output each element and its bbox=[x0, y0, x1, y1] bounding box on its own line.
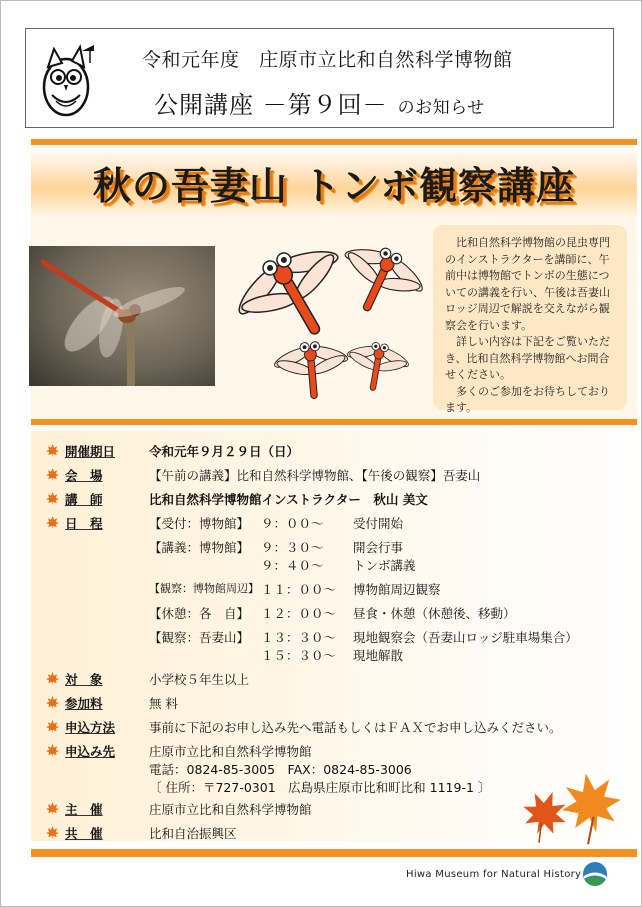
schedule-event: 博物館周辺観察 bbox=[353, 582, 441, 597]
label-fee: 参加料 bbox=[65, 696, 103, 711]
label-date: 開催期日 bbox=[65, 444, 116, 459]
dragonfly-icon bbox=[226, 228, 368, 363]
value-fee: 無 料 bbox=[149, 696, 178, 711]
intro-paragraph-3: 多くのご参加をお待ちしております。 bbox=[445, 384, 610, 414]
label-schedule: 日 程 bbox=[65, 516, 103, 531]
schedule-time: ９：４０～ bbox=[261, 558, 324, 573]
maple-leaf-icon bbox=[45, 515, 60, 530]
label-apply-to: 申込み先 bbox=[65, 744, 116, 759]
page-title: 秋の吾妻山 トンボ観察講座 bbox=[92, 164, 576, 208]
schedule-tag: 【講義：博物館】 bbox=[149, 540, 250, 555]
header-box bbox=[25, 28, 614, 128]
header-org-line: 令和元年度 庄原市立比和自然科学博物館 bbox=[142, 49, 513, 71]
orange-rule-top bbox=[31, 139, 637, 145]
schedule-tag: 【観察：吾妻山】 bbox=[149, 630, 250, 645]
orange-rule-middle bbox=[31, 419, 637, 425]
value-apply-method: 事前に下記のお申し込み先へ電話もしくはＦＡＸでお申し込みください。 bbox=[149, 720, 562, 735]
maple-leaf-icon bbox=[45, 671, 60, 686]
schedule-tag: 【休憩：各 自】 bbox=[149, 606, 250, 621]
label-target: 対 象 bbox=[65, 672, 103, 687]
schedule-time: １２：００～ bbox=[261, 606, 337, 621]
maple-leaf-icon bbox=[45, 467, 60, 482]
schedule-event: 開会行事 bbox=[353, 540, 404, 555]
value-organizer: 庄原市立比和自然科学博物館 bbox=[149, 802, 312, 817]
maple-leaf-icon bbox=[45, 695, 60, 710]
apply-to-address: 〔 住所：〒727-0301 広島県庄原市比和町比和 1119-1 〕 bbox=[149, 780, 491, 795]
maple-leaf-icon bbox=[45, 801, 60, 816]
owl-mascot-icon bbox=[34, 37, 98, 121]
schedule-time: １１：００～ bbox=[261, 582, 337, 597]
schedule-time: ９：３０～ bbox=[261, 540, 324, 555]
label-lecturer: 講 師 bbox=[65, 492, 103, 507]
intro-text-box bbox=[433, 225, 627, 414]
maple-leaf-icon bbox=[45, 743, 60, 758]
title-band bbox=[31, 147, 637, 217]
value-target: 小学校５年生以上 bbox=[149, 672, 250, 687]
header-lecture-number: 公開講座 －第９回－ bbox=[154, 91, 388, 119]
schedule-event: 現地観察会（吾妻山ロッジ駐車場集合） bbox=[353, 630, 578, 645]
header-notice-suffix: のお知らせ bbox=[397, 98, 485, 118]
intro-paragraph-2: 詳しい内容は下記をご覧いただき、比和自然科学博物館へお問合せください。 bbox=[445, 335, 610, 381]
dragonfly-icon bbox=[271, 339, 353, 402]
schedule-tag: 【観察：博物館周辺】 bbox=[149, 582, 259, 595]
schedule-event: トンボ講義 bbox=[353, 558, 416, 573]
museum-logo-icon bbox=[582, 861, 608, 887]
label-venue: 会 場 bbox=[65, 468, 103, 483]
schedule-event: 受付開始 bbox=[353, 516, 404, 531]
maple-leaf-icon bbox=[45, 825, 60, 840]
schedule-time: ９：００～ bbox=[261, 516, 324, 531]
maple-leaf-icon bbox=[45, 719, 60, 734]
intro-paragraph-1: 比和自然科学博物館の昆虫専門のインストラクターを講師に、午前中は博物館でトンボの生態についての講義を行い、午後は吾妻山ロッジ周辺で解説を交えながら観察会を行います。 bbox=[445, 236, 610, 332]
schedule-tag: 【受付：博物館】 bbox=[149, 516, 250, 531]
dragonfly-icon bbox=[325, 233, 433, 330]
schedule-time: １５：３０～ bbox=[261, 648, 337, 663]
schedule-time: １３：３０～ bbox=[261, 630, 337, 645]
museum-name-english: Hiwa Museum for Natural History bbox=[406, 869, 582, 880]
label-organizer: 主 催 bbox=[65, 802, 103, 817]
dragonfly-photo bbox=[29, 246, 215, 386]
maple-leaves-decoration bbox=[521, 769, 625, 847]
header-lecture-line bbox=[154, 85, 485, 120]
apply-to-phone-fax: 電話：0824-85-3005 FAX：0824-85-3006 bbox=[149, 762, 412, 777]
maple-leaf-icon bbox=[45, 491, 60, 506]
dragonfly-icon bbox=[340, 338, 413, 396]
label-co-organizer: 共 催 bbox=[65, 826, 103, 841]
schedule-event: 現地解散 bbox=[353, 648, 404, 663]
value-date: 令和元年９月２９日（日） bbox=[149, 444, 300, 459]
value-venue: 【午前の講義】比和自然科学博物館、【午後の観察】吾妻山 bbox=[149, 468, 481, 483]
value-lecturer: 比和自然科学博物館インストラクター 秋山 美文 bbox=[149, 492, 428, 507]
dragonfly-illustrations bbox=[226, 221, 436, 411]
label-apply-method: 申込方法 bbox=[65, 720, 116, 735]
schedule-event: 昼食・休憩（休憩後、移動） bbox=[353, 606, 516, 621]
maple-leaf-icon bbox=[45, 443, 60, 458]
value-co-organizer: 比和自治振興区 bbox=[149, 826, 237, 841]
value-apply-to-name: 庄原市立比和自然科学博物館 bbox=[149, 744, 312, 759]
orange-rule-footer bbox=[31, 849, 637, 857]
